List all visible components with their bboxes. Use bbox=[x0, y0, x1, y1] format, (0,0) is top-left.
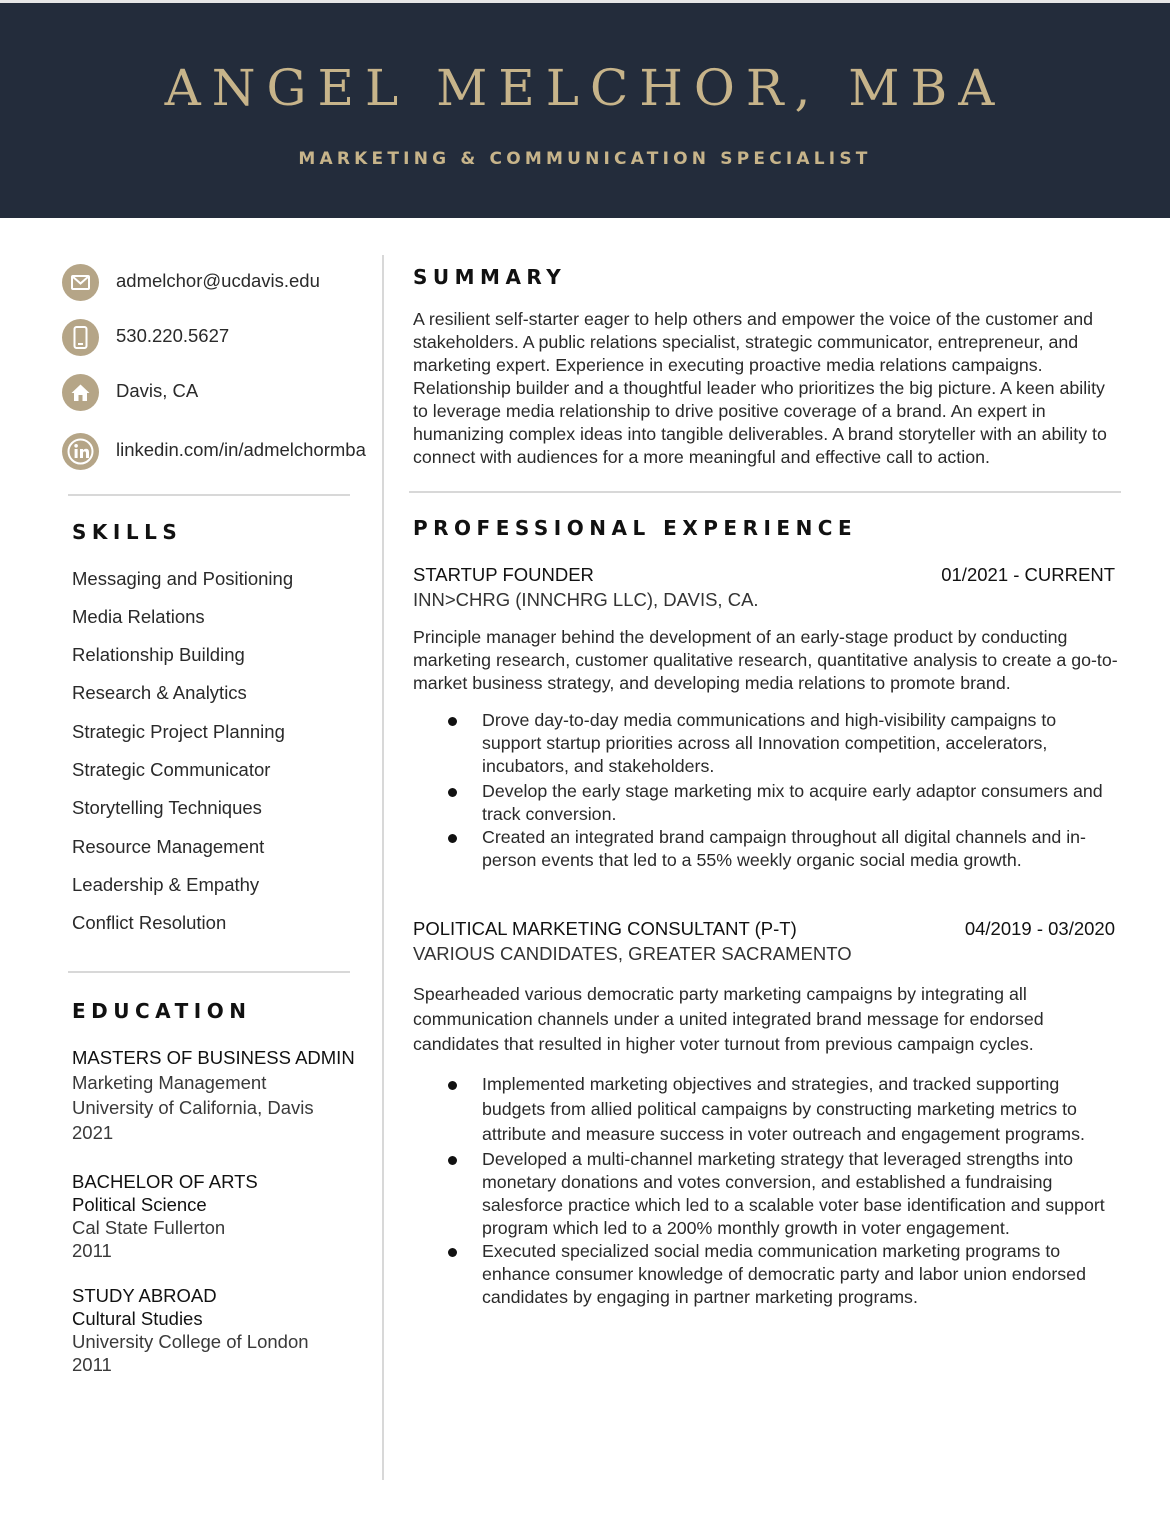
left-divider-2 bbox=[68, 971, 350, 973]
degree-field: Political Science bbox=[72, 1194, 207, 1215]
skills-title: SKILLS bbox=[72, 520, 183, 544]
phone-icon bbox=[62, 319, 99, 356]
degree: MASTERS OF BUSINESS ADMIN bbox=[72, 1047, 355, 1068]
school: University of California, Davis bbox=[72, 1097, 314, 1118]
bullet-text: Drove day-to-day media communications and high-visibility campaigns to support startup priorities across all Innovation competition, accelerators, incubators, and stakeholders. bbox=[482, 710, 1057, 776]
job-organization: INN>CHRG (INNCHRG LLC), DAVIS, CA. bbox=[413, 589, 759, 610]
year: 2021 bbox=[72, 1122, 114, 1143]
resume-header bbox=[0, 3, 1170, 218]
skill-item: Storytelling Techniques bbox=[72, 797, 262, 818]
education-title: EDUCATION bbox=[72, 999, 252, 1023]
school: Cal State Fullerton bbox=[72, 1217, 226, 1238]
bullet-icon bbox=[448, 834, 457, 843]
job-title: STARTUP FOUNDER bbox=[413, 564, 594, 585]
left-divider-1 bbox=[68, 494, 350, 496]
location-text: Davis, CA bbox=[116, 380, 199, 401]
education-entry-ba bbox=[72, 1170, 372, 1262]
job-bullet-list bbox=[448, 709, 1120, 872]
job-dates: 04/2019 - 03/2020 bbox=[964, 918, 1115, 939]
list-item bbox=[448, 826, 1120, 872]
education-entry-abroad bbox=[72, 1284, 372, 1376]
job-dates: 01/2021 - CURRENT bbox=[941, 564, 1115, 585]
degree: BACHELOR OF ARTS bbox=[72, 1171, 258, 1192]
bullet-icon bbox=[448, 1156, 457, 1165]
bullet-text: Implemented marketing objectives and strategies, and tracked supporting budgets from allied political campaigns by constructing marketing metrics to attribute and measure success in voter outreach and engagement programs. bbox=[482, 1074, 1085, 1144]
year: 2011 bbox=[72, 1240, 112, 1261]
home-icon bbox=[62, 374, 99, 411]
email-text[interactable]: admelchor@ucdavis.edu bbox=[116, 270, 320, 291]
job-description: Principle manager behind the development of an early-stage product by conducting marketing research, customer qualitative research, quantitative analysis to create a go-to-market business strategy, and developing media relations to promote brand. bbox=[413, 627, 1118, 693]
candidate-name: ANGEL MELCHOR, MBA bbox=[164, 59, 1006, 117]
skill-item: Messaging and Positioning bbox=[72, 568, 294, 589]
bullet-text: Executed specialized social media communication marketing programs to enhance consumer knowledge of democratic party and labor union endorsed candidates by engaging in partner marketing programs. bbox=[482, 1241, 1086, 1307]
skill-item: Research & Analytics bbox=[72, 682, 247, 703]
candidate-role: MARKETING & COMMUNICATION SPECIALIST bbox=[298, 149, 872, 169]
job-description: Spearheaded various democratic party marketing campaigns by integrating all communication channels under a united integrated brand message for endorsed candidates that resulted in higher voter turnout from previous campaign cycles. bbox=[413, 984, 1044, 1054]
job-bullet-list bbox=[448, 1072, 1120, 1309]
year: 2011 bbox=[72, 1354, 112, 1375]
degree-field: Cultural Studies bbox=[72, 1308, 203, 1329]
skill-item: Strategic Project Planning bbox=[72, 721, 285, 742]
bullet-text: Develop the early stage marketing mix to acquire early adaptor consumers and track conversion. bbox=[482, 781, 1103, 824]
experience-title: PROFESSIONAL EXPERIENCE bbox=[413, 516, 858, 540]
skill-item: Strategic Communicator bbox=[72, 759, 271, 780]
linkedin-text[interactable]: linkedin.com/in/admelchormba bbox=[116, 439, 366, 460]
envelope-icon bbox=[62, 264, 99, 301]
skill-item: Media Relations bbox=[72, 606, 205, 627]
education-entry-mba bbox=[72, 1045, 372, 1145]
bullet-icon bbox=[448, 1081, 457, 1090]
job-organization: VARIOUS CANDIDATES, GREATER SACRAMENTO bbox=[413, 943, 852, 964]
skill-item: Conflict Resolution bbox=[72, 912, 227, 933]
bullet-text: Created an integrated brand campaign throughout all digital channels and in-person events that led to a 55% weekly organic social media growth. bbox=[482, 827, 1086, 870]
list-item bbox=[448, 1072, 1120, 1147]
bullet-icon bbox=[448, 717, 457, 726]
skill-item: Resource Management bbox=[72, 836, 265, 857]
column-divider bbox=[382, 255, 384, 1480]
right-divider bbox=[409, 491, 1121, 493]
linkedin-icon bbox=[62, 433, 99, 470]
degree-major: Marketing Management bbox=[72, 1072, 267, 1093]
degree: STUDY ABROAD bbox=[72, 1285, 217, 1306]
school: University College of London bbox=[72, 1331, 309, 1352]
list-item bbox=[448, 709, 1120, 778]
skill-item: Relationship Building bbox=[72, 644, 245, 665]
bullet-icon bbox=[448, 1248, 457, 1257]
bullet-icon bbox=[448, 788, 457, 797]
phone-text[interactable]: 530.220.5627 bbox=[116, 325, 230, 346]
summary-text: A resilient self-starter eager to help others and empower the voice of the customer and stakeholders. A public relations specialist, strategic communicator, entrepreneur, and marketing expert. Experience in executing proactive media relations campaigns. Relationship builder and a thoughtful leader who prioritizes the big picture. A keen ability to leverage media relationship to drive positive coverage of a brand. An expert in humanizing complex ideas into tangible deliverables. A brand storyteller with an ability to connect with audiences for a more meaningful and effective call to action. bbox=[413, 309, 1107, 467]
list-item bbox=[448, 780, 1120, 826]
summary-title: SUMMARY bbox=[413, 265, 567, 289]
list-item bbox=[448, 1240, 1120, 1309]
job-title: POLITICAL MARKETING CONSULTANT (P-T) bbox=[413, 918, 797, 939]
list-item bbox=[448, 1148, 1120, 1240]
bullet-text: Developed a multi-channel marketing strategy that leveraged strengths into monetary donations and votes conversion, and established a fundraising salesforce practice which led to a scalable voter base identification and support program which led to a 200% monthly growth in voter engagement. bbox=[482, 1149, 1105, 1238]
skill-item: Leadership & Empathy bbox=[72, 874, 260, 895]
